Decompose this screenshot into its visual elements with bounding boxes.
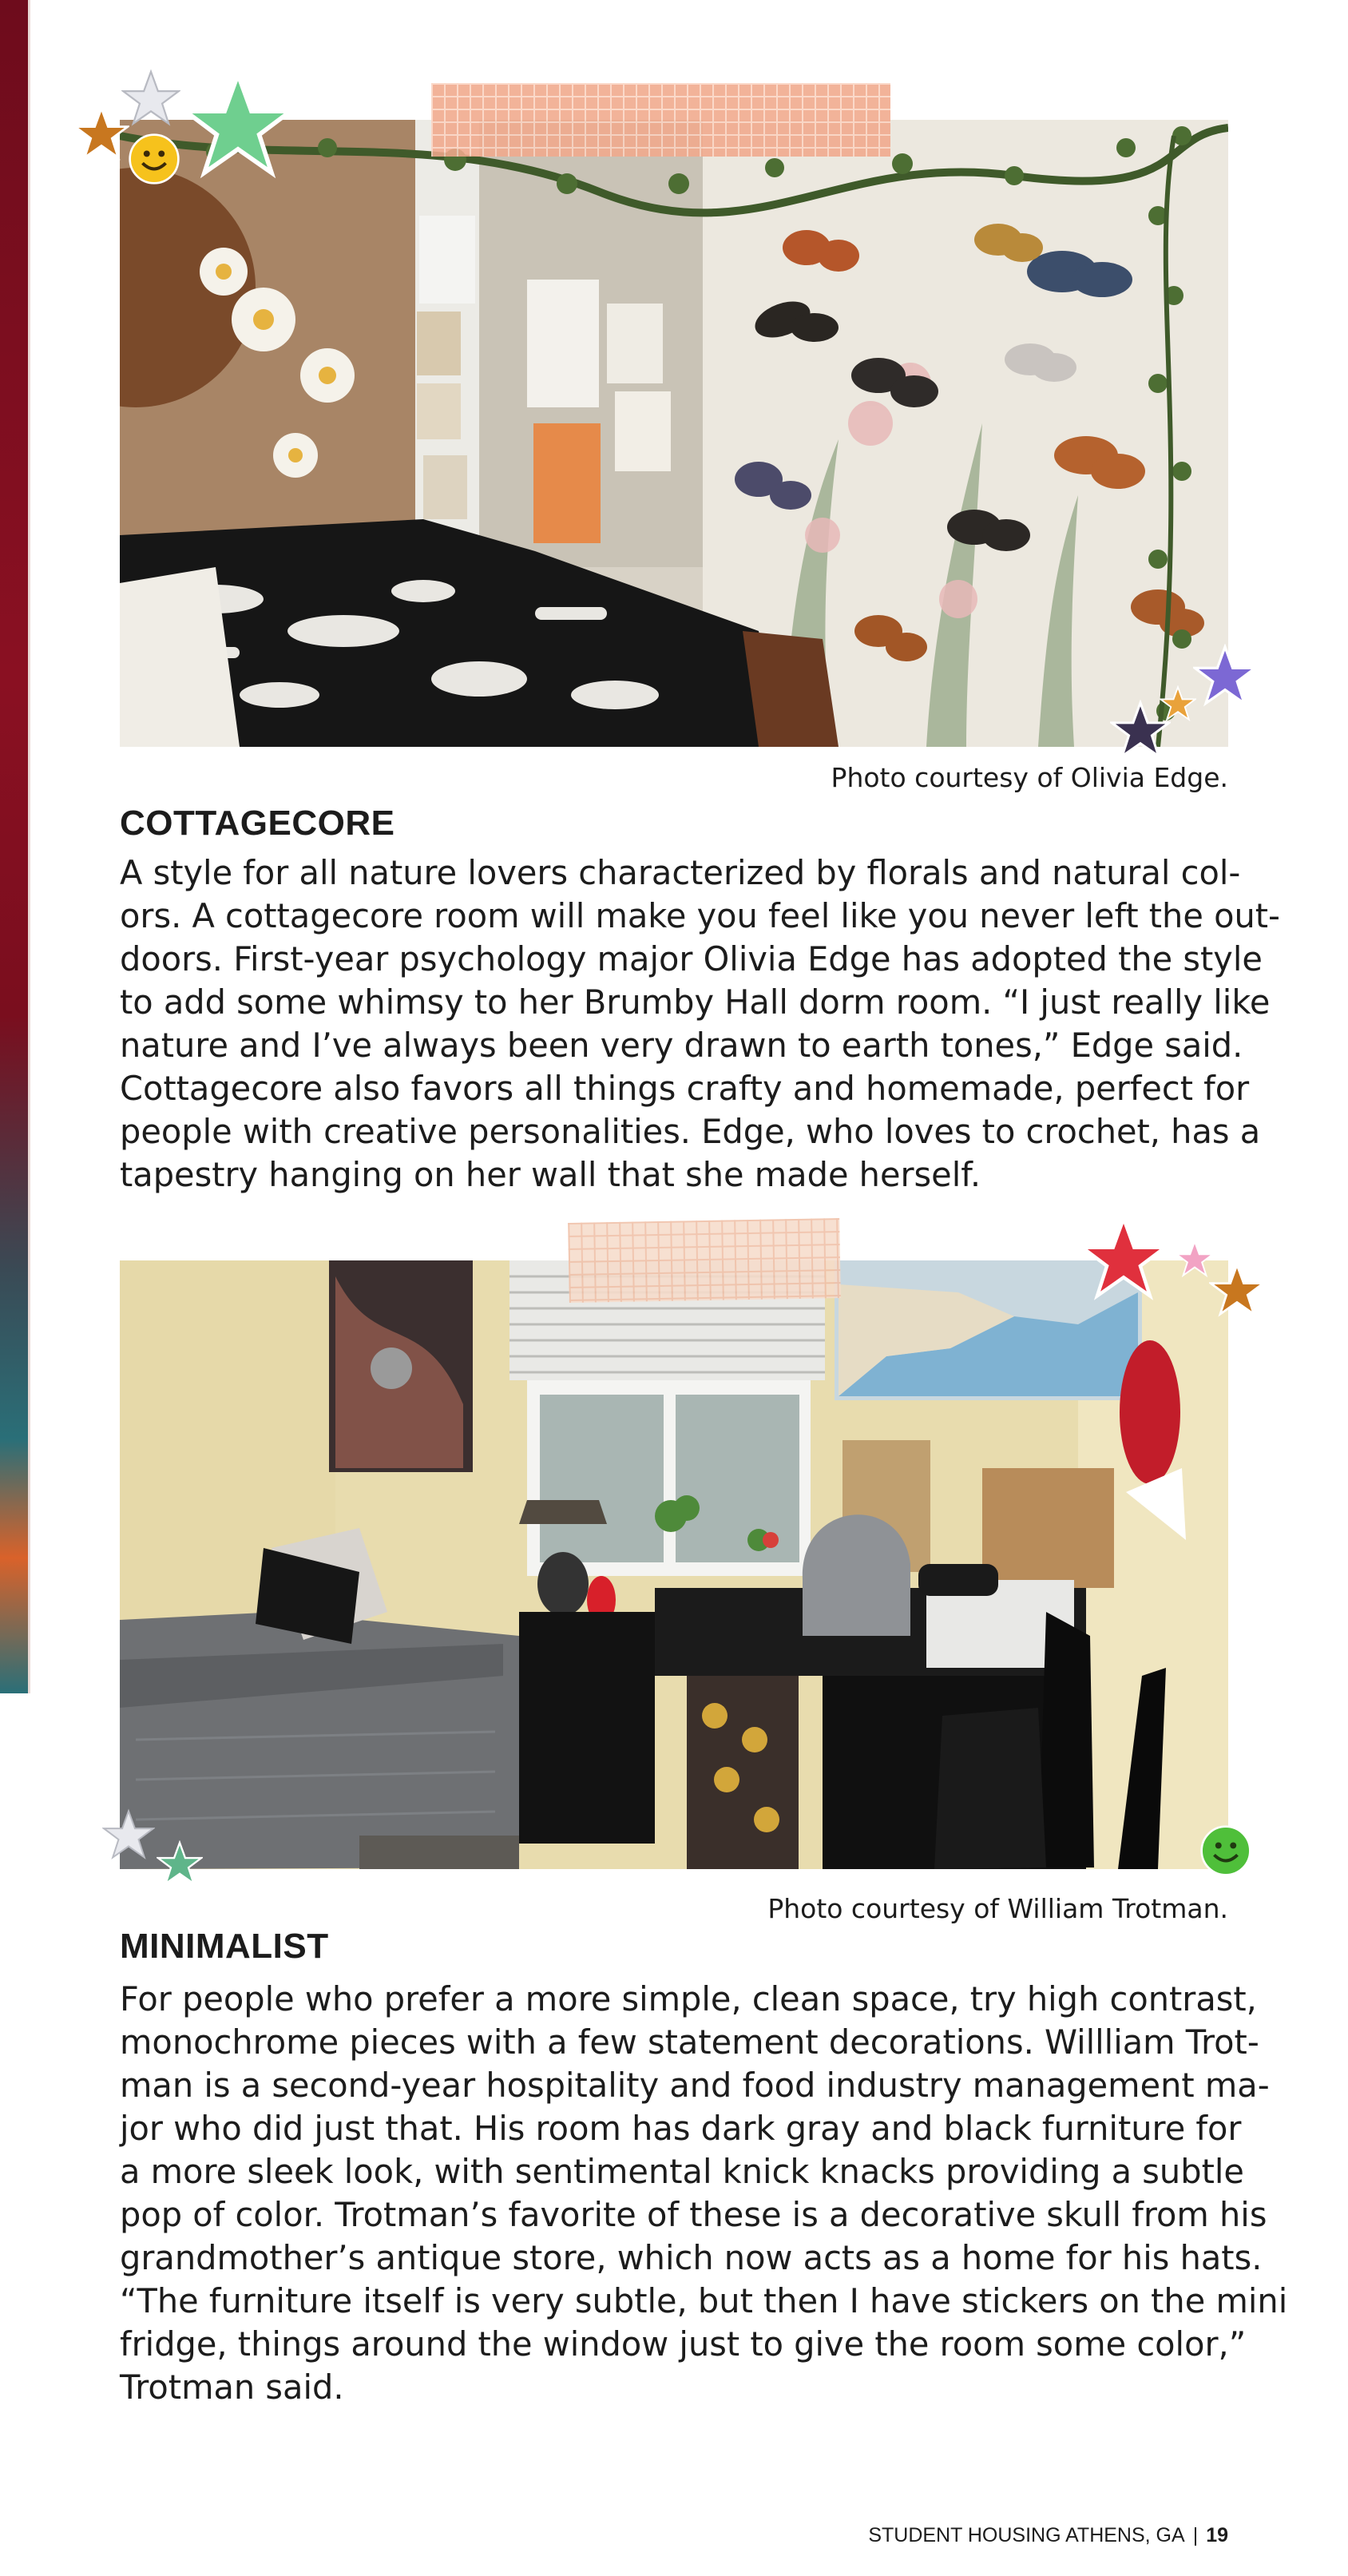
star-sticker-icon [1209, 1262, 1265, 1318]
paragraph-line: people with creative personalities. Edge, who loves to crochet, has a [120, 1112, 1261, 1151]
paragraph-line: nature and I’ve always been very drawn to earth tones,” Edge said. [120, 1026, 1243, 1065]
paragraph-line: to add some whimsy to her Brumby Hall dorm room. “I just really like [120, 982, 1271, 1022]
star-sticker-icon [1160, 685, 1196, 722]
section-heading: COTTAGECORE [120, 804, 395, 843]
paragraph-line: a more sleek look, with sentimental knick knacks providing a subtle [120, 2152, 1244, 2191]
paragraph-line: Cottagecore also favors all things crafty and homemade, perfect for [120, 1069, 1250, 1108]
star-sticker-icon [182, 69, 294, 181]
star-sticker-icon [121, 69, 180, 128]
page-footer [868, 2524, 1228, 2547]
star-sticker-icon [1080, 1214, 1168, 1302]
washi-tape-decoration [431, 83, 890, 157]
star-sticker-icon [1176, 1240, 1214, 1278]
page-number: 19 [1206, 2524, 1228, 2546]
paragraph-line: fridge, things around the window just to give the room some color,” [120, 2324, 1247, 2364]
paragraph-line: grandmother’s antique store, which now acts as a home for his hats. [120, 2238, 1263, 2277]
article-paragraph [120, 1978, 1288, 2409]
washi-tape-decoration [568, 1218, 841, 1303]
paragraph-line: “The furniture itself is very subtle, but then I have stickers on the mini [120, 2281, 1288, 2320]
publication-name: STUDENT HOUSING ATHENS, GA [868, 2524, 1185, 2546]
star-sticker-icon [157, 1840, 203, 1887]
paragraph-line: monochrome pieces with a few statement decorations. Willliam Trot- [120, 2022, 1259, 2062]
paragraph-line: man is a second-year hospitality and food industry management ma- [120, 2066, 1270, 2105]
paragraph-line: doors. First-year psychology major Olivia Edge has adopted the style [120, 939, 1263, 978]
paragraph-line: tapestry hanging on her wall that she made herself. [120, 1155, 981, 1194]
adjacent-page-edge [0, 0, 30, 1693]
photo-caption: Photo courtesy of William Trotman. [767, 1893, 1228, 1924]
paragraph-line: pop of color. Trotman’s favorite of these is a decorative skull from his [120, 2195, 1267, 2234]
section-heading: MINIMALIST [120, 1927, 329, 1966]
cottagecore-room-photo [120, 120, 1228, 747]
article-paragraph [120, 851, 1281, 1197]
smiley-sticker-icon [1199, 1824, 1252, 1877]
paragraph-line: A style for all nature lovers characterized by florals and natural col- [120, 853, 1241, 892]
star-sticker-icon [1193, 644, 1257, 708]
paragraph-line: Trotman said. [120, 2368, 344, 2407]
paragraph-line: ors. A cottagecore room will make you feel like you never left the out- [120, 896, 1281, 935]
minimalist-room-photo [120, 1260, 1228, 1869]
paragraph-line: For people who prefer a more simple, clean space, try high contrast, [120, 1979, 1257, 2018]
paragraph-line: jor who did just that. His room has dark gray and black furniture for [120, 2109, 1242, 2148]
footer-separator: | [1192, 2524, 1199, 2546]
star-sticker-icon [102, 1808, 155, 1861]
smiley-sticker-icon [128, 133, 180, 185]
photo-caption: Photo courtesy of Olivia Edge. [831, 762, 1228, 793]
